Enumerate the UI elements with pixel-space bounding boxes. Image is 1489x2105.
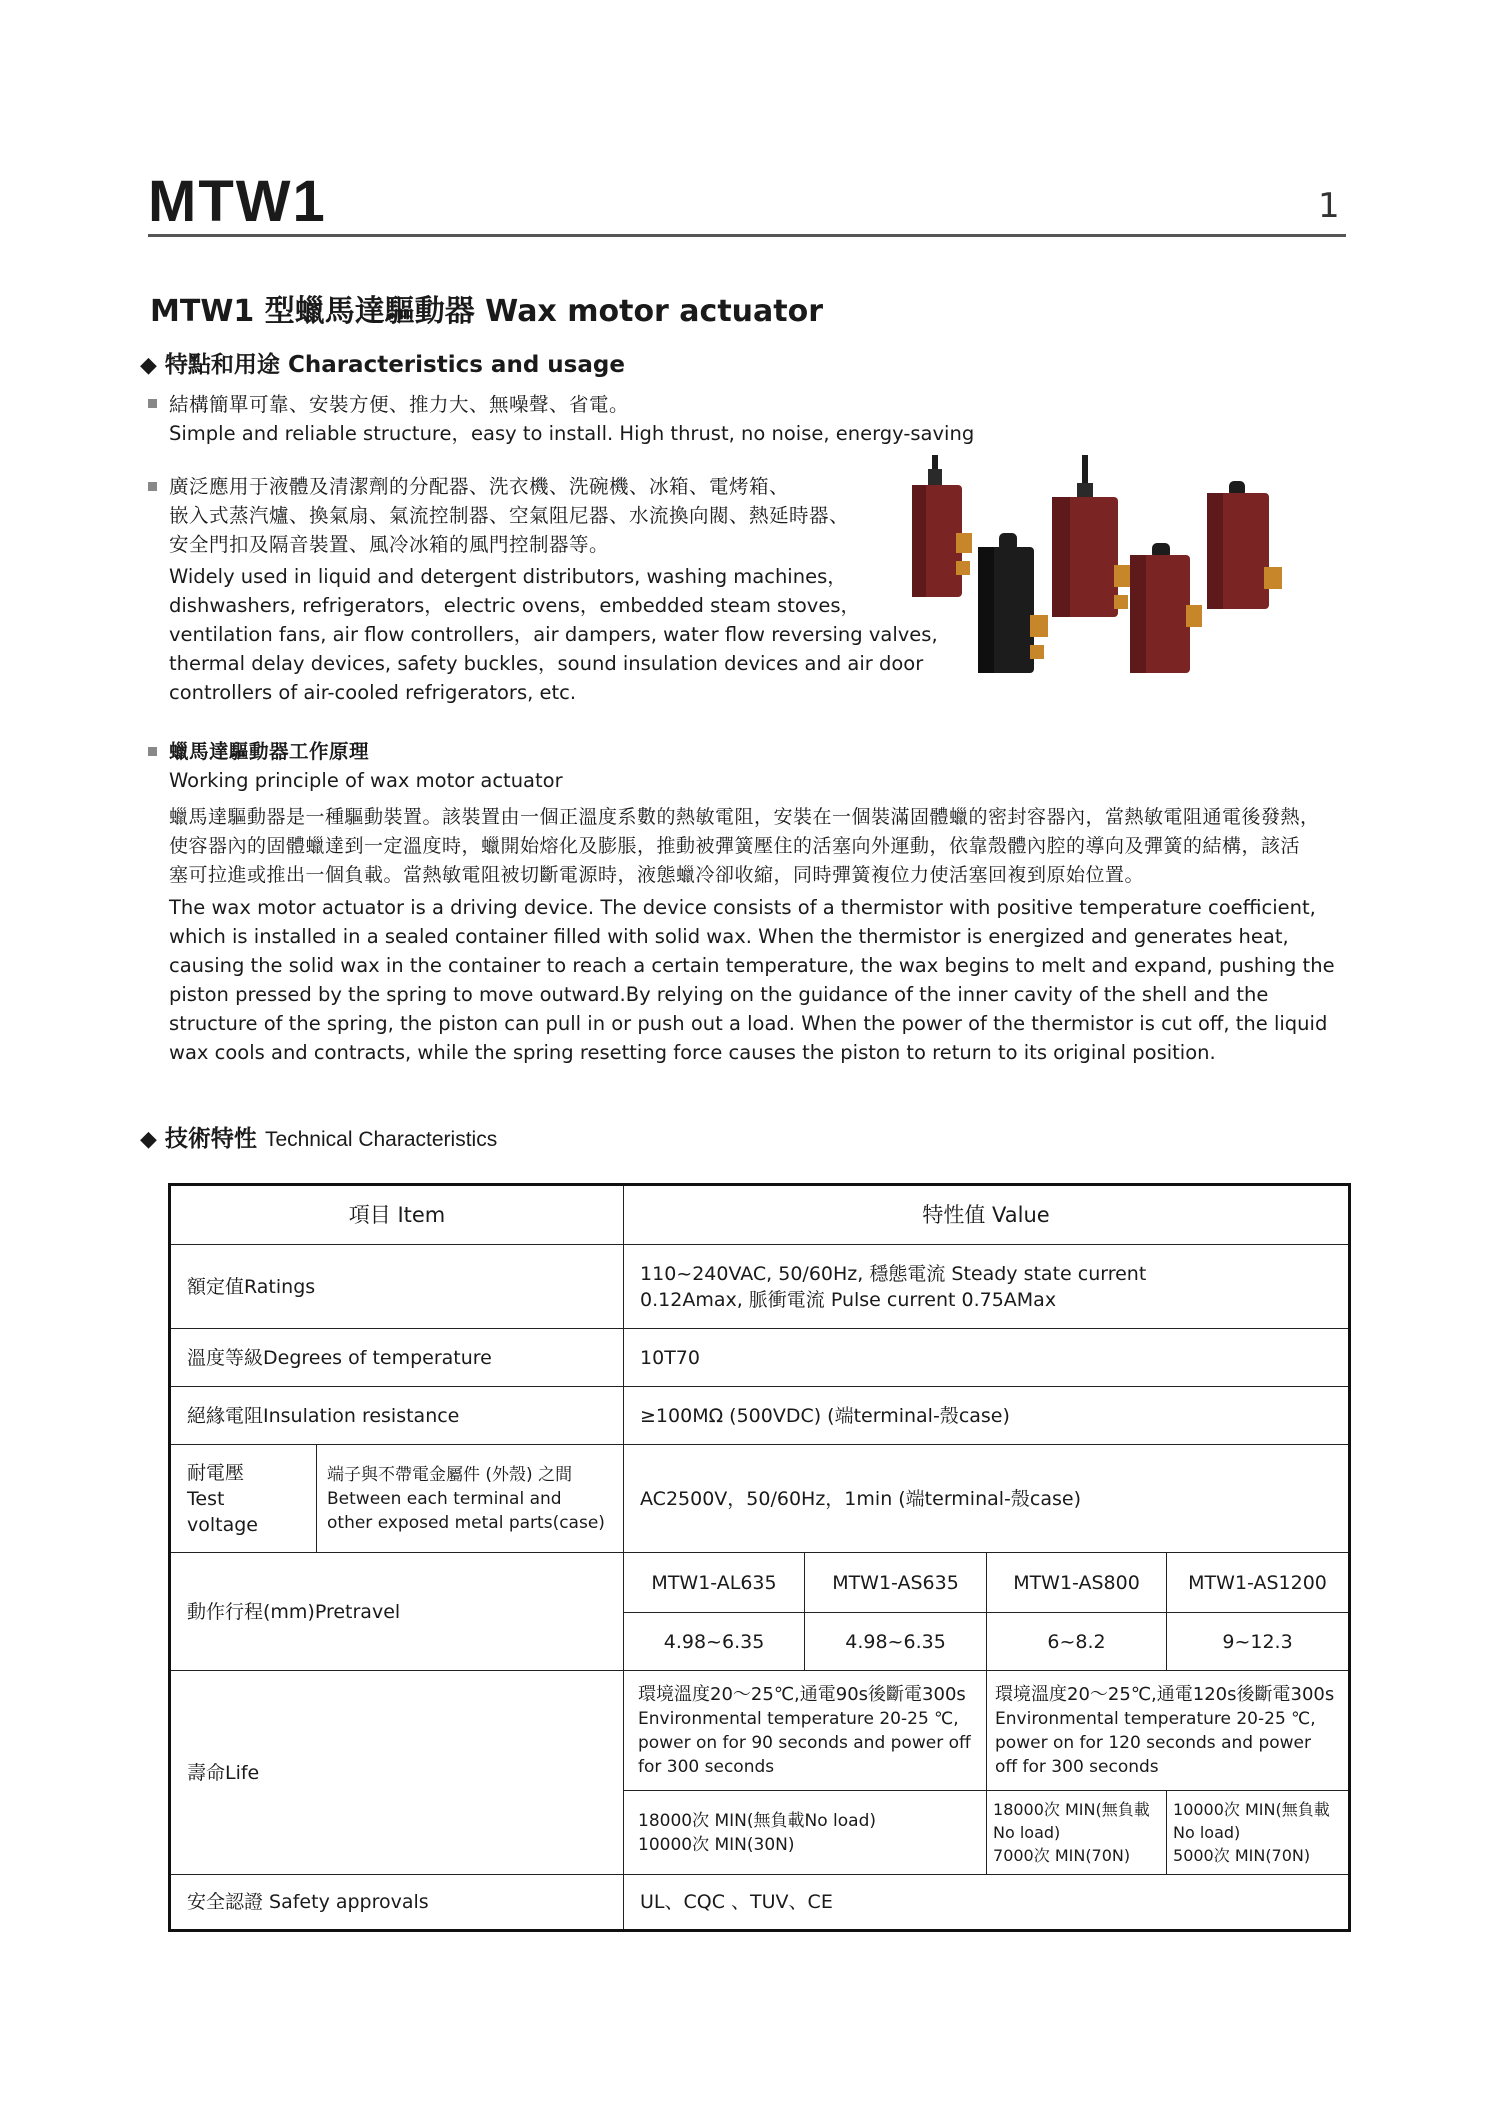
life-condition-a	[624, 1671, 987, 1791]
product-title: MTW1 型蠟馬達驅動器 Wax motor actuator	[150, 294, 824, 329]
model-title: MTW1	[148, 169, 327, 234]
header-rule	[148, 234, 1346, 237]
insulation-label: 絕緣電阻Insulation resistance	[170, 1387, 624, 1445]
voltage-label	[170, 1445, 317, 1553]
voltage-value: AC2500V，50/60Hz，1min (端terminal-殼case)	[624, 1445, 1350, 1553]
section-technical	[140, 1120, 497, 1153]
item2-en-line3: ventilation fans, air flow controllers，air dampers, water flow reversing valves,	[169, 623, 938, 646]
technical-heading-zh: 技術特性	[164, 1126, 257, 1152]
actuator-red-4	[1207, 481, 1282, 609]
life-val-b-line3: 7000次 MIN(70N)	[993, 1846, 1131, 1865]
ratings-value	[624, 1245, 1350, 1329]
table-header-row	[170, 1185, 1350, 1245]
life-cond-a-line4: for 300 seconds	[638, 1756, 775, 1777]
pretravel-as800: 6~8.2	[987, 1613, 1167, 1671]
life-val-b-line1: 18000次 MIN(無負載	[993, 1800, 1150, 1819]
item2-zh-line3: 安全門扣及隔音裝置、風冷冰箱的風門控制器等。	[169, 533, 610, 556]
life-cond-b-line3: power on for 120 seconds and power	[995, 1732, 1311, 1753]
model-as1200: MTW1-AS1200	[1167, 1553, 1350, 1613]
actuator-red-2	[1052, 455, 1130, 617]
item2-zh-line1: 廣泛應用于液體及清潔劑的分配器、洗衣機、洗碗機、冰箱、電烤箱、	[169, 475, 790, 498]
table-row	[170, 1329, 1350, 1387]
life-val-a-line1: 18000次 MIN(無負載No load)	[638, 1810, 877, 1831]
actuator-black	[978, 533, 1048, 673]
principle-en-line6: wax cools and contracts, while the spring resetting force causes the piston to return to its original position.	[169, 1041, 1216, 1064]
voltage-sub-line1: 端子與不帶電金屬件 (外殼) 之間	[327, 1464, 573, 1485]
life-cond-b-zh: 環境溫度20～25℃,通電120s後斷電300s	[995, 1683, 1335, 1705]
table-row	[170, 1671, 1350, 1791]
table-row	[170, 1245, 1350, 1329]
section-heading-en: Characteristics and usage	[287, 352, 625, 378]
header-value: 特性值 Value	[624, 1185, 1350, 1245]
life-cond-a-line2: Environmental temperature 20-25 ℃,	[638, 1708, 959, 1729]
principle-heading-en: Working principle of wax motor actuator	[169, 769, 563, 792]
item1-en: Simple and reliable structure，easy to install. High thrust, no noise, energy-saving	[169, 422, 975, 445]
pretravel-as1200: 9~12.3	[1167, 1613, 1350, 1671]
page-number: 1	[1318, 186, 1340, 226]
actuator-red-1	[912, 455, 972, 597]
approvals-value: UL、CQC 、TUV、CE	[624, 1875, 1350, 1931]
model-as800: MTW1-AS800	[987, 1553, 1167, 1613]
ratings-value-line2: 0.12Amax, 脈衝電流 Pulse current 0.75AMax	[640, 1288, 1057, 1311]
item2-en-line5: controllers of air-cooled refrigerators, etc.	[169, 681, 577, 704]
principle-en-line3: causing the solid wax in the container to reach a certain temperature, the wax begins to melt and expand, pushing the	[169, 954, 1335, 977]
diamond-icon: ◆	[140, 353, 157, 378]
item2-en-line2: dishwashers, refrigerators，electric ovens，embedded steam stoves，	[169, 594, 860, 617]
principle-en-line1: The wax motor actuator is a driving device. The device consists of a thermistor with positive temperature coefficient,	[169, 896, 1316, 919]
diamond-icon: ◆	[140, 1127, 157, 1152]
section-heading-zh: 特點和用途	[164, 352, 280, 378]
actuator-red-3	[1130, 543, 1202, 673]
item2-en-line4: thermal delay devices, safety buckles，sound insulation devices and air door	[169, 652, 924, 675]
ratings-value-line1: 110~240VAC, 50/60Hz, 穩態電流 Steady state current	[640, 1262, 1147, 1285]
life-cond-a-line3: power on for 90 seconds and power off	[638, 1732, 971, 1753]
bullet-icon	[148, 399, 157, 408]
pretravel-al635: 4.98~6.35	[624, 1613, 805, 1671]
life-value-b	[987, 1791, 1167, 1875]
insulation-value: ≥100MΩ (500VDC) (端terminal-殼case)	[624, 1387, 1350, 1445]
header-item: 項目 Item	[170, 1185, 624, 1245]
ratings-label: 額定值Ratings	[170, 1245, 624, 1329]
item2-en-line1: Widely used in liquid and detergent distributors, washing machines，	[169, 565, 847, 588]
technical-heading-en: Technical Characteristics	[264, 1128, 498, 1151]
item2-zh-line2: 嵌入式蒸汽爐、換氣扇、氣流控制器、空氣阻尼器、水流換向閥、熱延時器、	[169, 504, 850, 527]
life-label: 壽命Life	[170, 1671, 624, 1875]
voltage-sub-line3: other exposed metal parts(case)	[327, 1512, 605, 1533]
item1-zh: 結構簡單可靠、安裝方便、推力大、無噪聲、省電。	[169, 393, 630, 416]
model-as635: MTW1-AS635	[805, 1553, 987, 1613]
table-row	[170, 1387, 1350, 1445]
life-val-c-line2: No load)	[1173, 1823, 1241, 1842]
principle-en-line4: piston pressed by the spring to move outward.By relying on the guidance of the inner cavity of the shell and the	[169, 983, 1269, 1006]
voltage-label-zh: 耐電壓	[187, 1461, 245, 1484]
life-val-c-line3: 5000次 MIN(70N)	[1173, 1846, 1311, 1865]
principle-zh-line3: 塞可拉進或推出一個負載。當熱敏電阻被切斷電源時，液態蠟冷卻收縮，同時彈簧複位力使活塞回複到原始位置。	[169, 864, 1145, 886]
voltage-label-en: Test voltage	[187, 1487, 258, 1536]
principle-zh-line1: 蠟馬達驅動器是一種驅動裝置。該裝置由一個正溫度系數的熱敏電阻，安裝在一個裝滿固體蠟的密封容器內，當熱敏電阻通電後發熱，	[169, 806, 1320, 828]
pretravel-label: 動作行程(mm)Pretravel	[170, 1553, 624, 1671]
section-characteristics	[140, 346, 625, 379]
life-cond-b-line4: off for 300 seconds	[995, 1756, 1159, 1777]
life-value-a	[624, 1791, 987, 1875]
voltage-sub	[317, 1445, 624, 1553]
wax-actuator-product-image	[902, 455, 1302, 687]
temp-value: 10T70	[624, 1329, 1350, 1387]
technical-table	[168, 1183, 1351, 1932]
table-row	[170, 1553, 1350, 1613]
voltage-sub-line2: Between each terminal and	[327, 1488, 562, 1509]
principle-zh-line2: 使容器內的固體蠟達到一定溫度時，蠟開始熔化及膨脹，推動被彈簧壓住的活塞向外運動，依靠殼體內腔的導向及彈簧的結構，該活	[169, 835, 1301, 857]
table-row	[170, 1445, 1350, 1553]
temp-label: 溫度等級Degrees of temperature	[170, 1329, 624, 1387]
bullet-icon	[148, 747, 157, 756]
pretravel-as635: 4.98~6.35	[805, 1613, 987, 1671]
bullet-icon	[148, 482, 157, 491]
principle-heading-zh: 蠟馬達驅動器工作原理	[169, 740, 370, 763]
life-cond-a-zh: 環境溫度20～25℃,通電90s後斷電300s	[638, 1683, 966, 1705]
approvals-label: 安全認證 Safety approvals	[170, 1875, 624, 1931]
life-val-a-line2: 10000次 MIN(30N)	[638, 1834, 795, 1855]
life-val-b-line2: No load)	[993, 1823, 1061, 1842]
life-value-c	[1167, 1791, 1350, 1875]
life-val-c-line1: 10000次 MIN(無負載	[1173, 1800, 1330, 1819]
principle-en-line2: which is installed in a sealed container filled with solid wax. When the thermistor is energized and generates heat,	[169, 925, 1289, 948]
table-row	[170, 1875, 1350, 1931]
principle-en-line5: structure of the spring, the piston can pull in or push out a load. When the power of the thermistor is cut off, the liquid	[169, 1012, 1328, 1035]
life-cond-b-line2: Environmental temperature 20-25 ℃,	[995, 1708, 1316, 1729]
life-condition-b	[987, 1671, 1350, 1791]
model-al635: MTW1-AL635	[624, 1553, 805, 1613]
